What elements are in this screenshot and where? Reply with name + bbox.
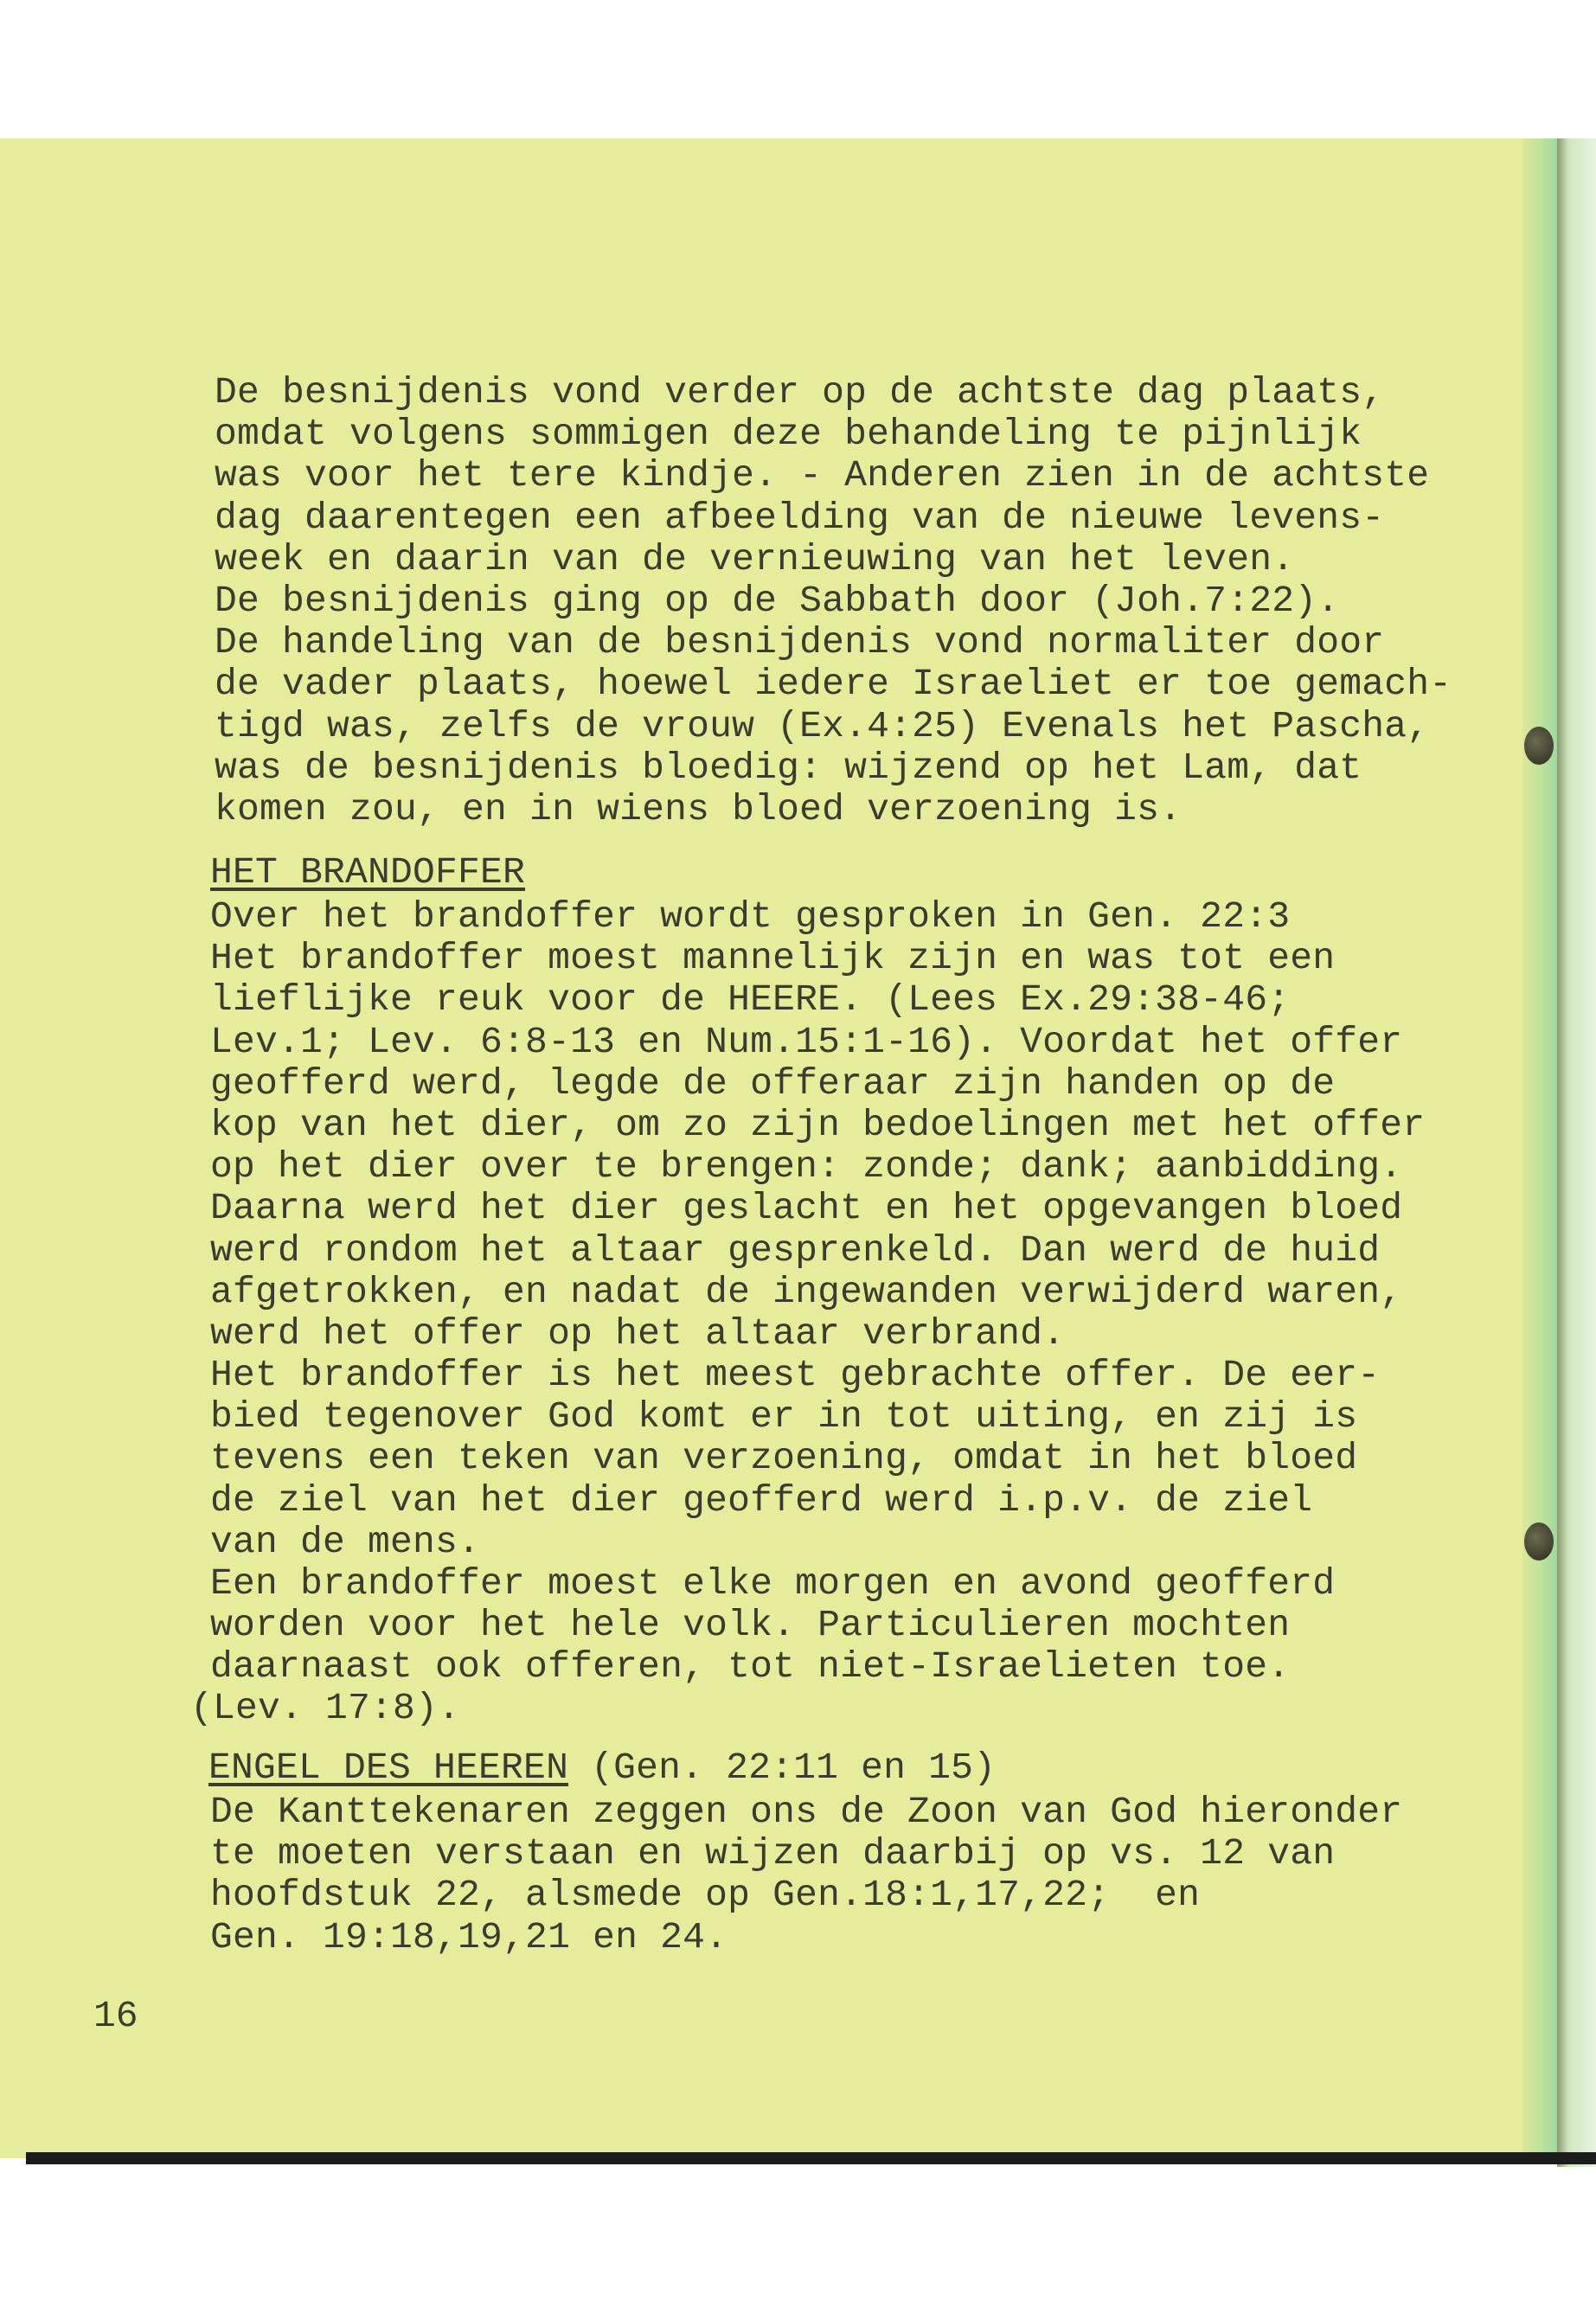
text-line: Lev.1; Lev. 6:8-13 en Num.15:1-16). Voordat het offer: [210, 1020, 1403, 1063]
text-line: werd het offer op het altaar verbrand.: [210, 1311, 1066, 1355]
text-line: dag daarentegen een afbeelding van de nieuwe levens-: [215, 496, 1385, 539]
binder-edge: [1557, 138, 1596, 2167]
text-line: Een brandoffer moest elke morgen en avond geofferd: [210, 1562, 1336, 1605]
text-line: De handeling van de besnijdenis vond normaliter door: [215, 621, 1385, 664]
text-line: komen zou, en in wiens bloed verzoening is.: [215, 787, 1183, 830]
text-line: van de mens.: [210, 1520, 481, 1563]
heading-engel-reference: (Gen. 22:11 en 15): [568, 1747, 997, 1789]
text-line: Gen. 19:18,19,21 en 24.: [210, 1915, 728, 1958]
bottom-border: [26, 2152, 1596, 2164]
punch-hole: [1524, 727, 1554, 765]
text-line: bied tegenover God komt er in tot uiting, en zij is: [210, 1395, 1358, 1439]
text-line: was voor het tere kindje. - Anderen zien in de achtste: [215, 454, 1430, 497]
punch-hole: [1524, 1522, 1554, 1561]
text-line: was de besnijdenis bloedig: wijzend op het Lam, dat: [215, 746, 1362, 789]
text-line: kop van het dier, om zo zijn bedoelingen met het offer: [210, 1103, 1426, 1146]
text-line: Daarna werd het dier geslacht en het opgevangen bloed: [210, 1187, 1403, 1230]
heading-engel-des-heeren: ENGEL DES HEEREN: [208, 1747, 569, 1789]
paragraph-brandoffer: [210, 896, 1425, 1689]
text-line: omdat volgens sommigen deze behandeling te pijnlijk: [215, 413, 1362, 456]
paragraph-brandoffer-reference: (Lev. 17:8).: [190, 1687, 461, 1729]
page-edge: [1522, 138, 1557, 2158]
text-line: worden voor het hele volk. Particulieren mochten: [210, 1604, 1291, 1647]
text-line: De Kanttekenaren zeggen ons de Zoon van God hieronder: [210, 1791, 1403, 1833]
text-line: week en daarin van de vernieuwing van het leven.: [215, 537, 1295, 580]
page-number: 16: [93, 1995, 138, 2037]
heading-brandoffer: HET BRANDOFFER: [210, 851, 526, 894]
text-line: de ziel van het dier geofferd werd i.p.v. de ziel: [210, 1478, 1313, 1522]
text-line: Het brandoffer is het meest gebrachte offer. De eer-: [210, 1354, 1381, 1397]
text-line: De besnijdenis ging op de Sabbath door (Joh.7:22).: [215, 579, 1340, 622]
text-line: lieflijke reuk voor de HEERE. (Lees Ex.29:38-46;: [210, 978, 1291, 1022]
text-line: afgetrokken, en nadat de ingewanden verwijderd waren,: [210, 1270, 1403, 1313]
text-line: te moeten verstaan en wijzen daarbij op vs. 12 van: [210, 1832, 1336, 1875]
text-line: Het brandoffer moest mannelijk zijn en was tot een: [210, 937, 1336, 980]
text-line: tevens een teken van verzoening, omdat in het bloed: [210, 1437, 1358, 1480]
text-line: geofferd werd, legde de offeraar zijn handen op de: [210, 1061, 1336, 1105]
text-line: de vader plaats, hoewel iedere Israeliet er toe gemach-: [215, 663, 1452, 706]
paragraph-engel: [210, 1791, 1402, 1958]
text-line: De besnijdenis vond verder op de achtste dag plaats,: [215, 371, 1385, 413]
heading-engel-line: [208, 1747, 996, 1789]
text-line: werd rondom het altaar gesprenkeld. Dan werd de huid: [210, 1228, 1381, 1272]
text-line: hoofdstuk 22, alsmede op Gen.18:1,17,22; en: [210, 1874, 1201, 1917]
text-line: op het dier over te brengen: zonde; dank; aanbidding.: [210, 1145, 1403, 1189]
text-line: daarnaast ook offeren, tot niet-Israelieten toe.: [210, 1645, 1291, 1689]
text-line: Over het brandoffer wordt gesproken in Gen. 22:3: [210, 895, 1291, 938]
text-line: tigd was, zelfs de vrouw (Ex.4:25) Evenals het Pascha,: [215, 704, 1430, 747]
paragraph-besnijdenis: [215, 372, 1452, 830]
